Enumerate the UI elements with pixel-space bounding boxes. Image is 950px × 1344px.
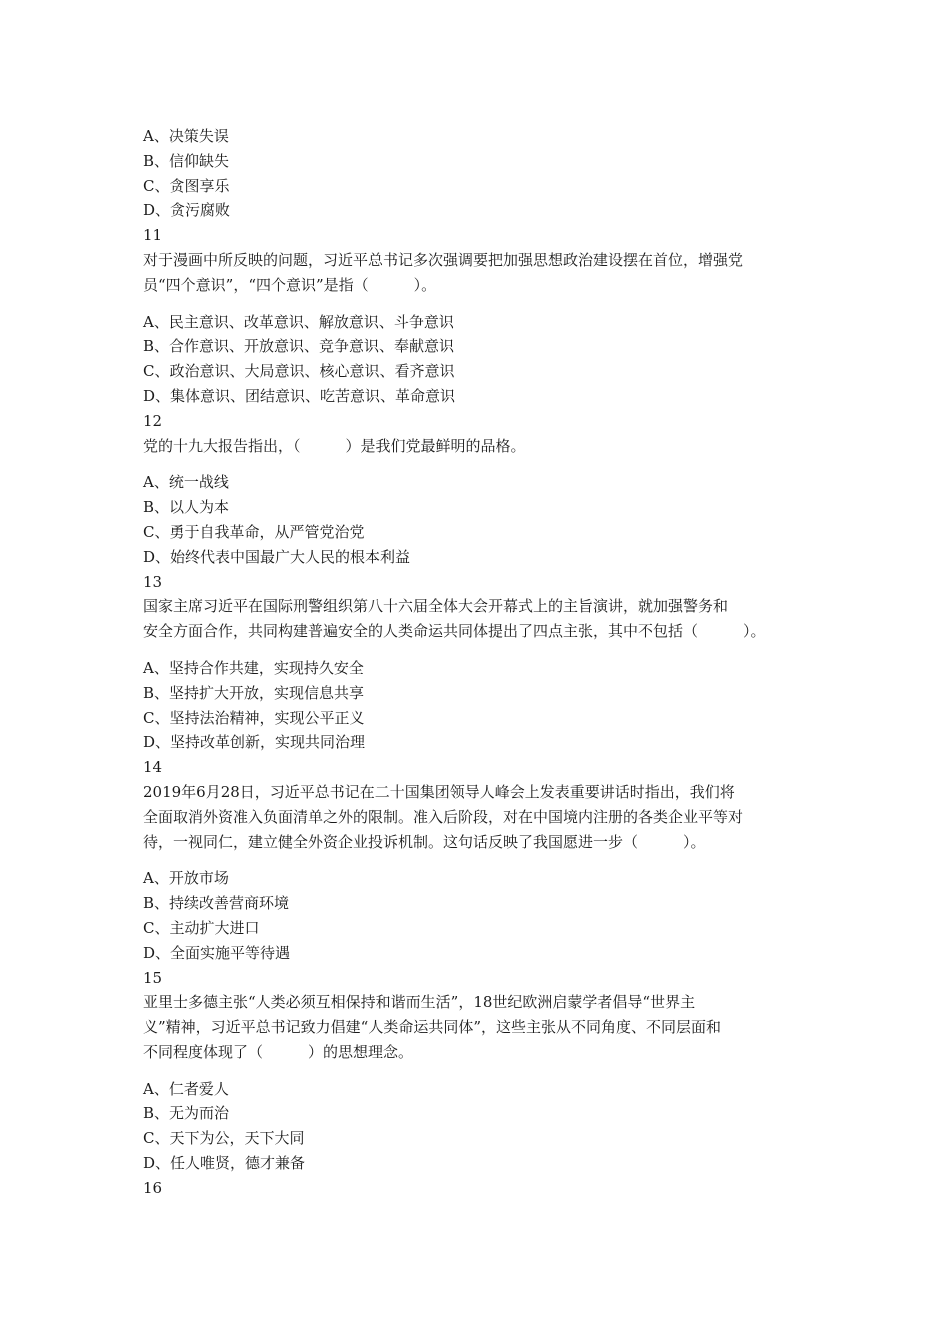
stem-line: 2019年6月28日，习近平总书记在二十国集团领导人峰会上发表重要讲话时指出，我们将 — [143, 782, 735, 801]
question-block-11 — [143, 223, 823, 409]
question-stem — [143, 434, 823, 459]
option-d: D、贪污腐败 — [143, 201, 231, 220]
option-a: A、决策失误 — [143, 127, 229, 145]
option-d: D、坚持改革创新，实现共同治理 — [143, 733, 366, 752]
question-block-15 — [143, 966, 823, 1176]
question-number: 12 — [143, 411, 163, 430]
question-number: 16 — [143, 1178, 163, 1197]
option-b: B、信仰缺失 — [143, 151, 230, 170]
option-c: C、坚持法治精神，实现公平正义 — [143, 708, 365, 727]
option-a: A、仁者爱人 — [143, 1079, 229, 1098]
option-a: A、开放市场 — [143, 869, 229, 888]
stem-line: 全面取消外资准入负面清单之外的限制。准入后阶段，对在中国境内注册的各类企业平等对 — [143, 807, 744, 826]
stem-line: 对于漫画中所反映的问题，习近平总书记多次强调要把加强思想政治建设摆在首位，增强党 — [143, 250, 744, 269]
option-d: D、任人唯贤，德才兼备 — [143, 1154, 306, 1173]
stem-line: 待，一视同仁，建立健全外资企业投诉机制。这句话反映了我国愿进一步（ ）。 — [143, 832, 706, 851]
option-a: A、统一战线 — [143, 473, 229, 492]
question-stem — [143, 990, 823, 1064]
option-b: B、无为而治 — [143, 1104, 230, 1123]
question-block-prev — [143, 124, 823, 223]
question-number: 13 — [143, 572, 163, 591]
stem-line: 国家主席习近平在国际刑警组织第八十六届全体大会开幕式上的主旨演讲，就加强警务和 — [143, 597, 729, 616]
question-number: 11 — [143, 226, 163, 245]
option-d: D、始终代表中国最广大人民的根本利益 — [143, 547, 411, 566]
option-b: B、持续改善营商环境 — [143, 894, 290, 913]
option-b: B、合作意识、开放意识、竞争意识、奉献意识 — [143, 337, 455, 356]
option-b: B、以人为本 — [143, 498, 230, 517]
option-c: C、天下为公，天下大同 — [143, 1129, 305, 1148]
option-d: D、集体意识、团结意识、吃苦意识、革命意识 — [143, 386, 456, 405]
question-block-16 — [143, 1176, 823, 1201]
stem-line: 安全方面合作，共同构建普遍安全的人类命运共同体提出了四点主张，其中不包括（ ）。 — [143, 622, 766, 641]
question-block-13 — [143, 570, 823, 756]
option-c: C、主动扩大进口 — [143, 918, 260, 937]
option-c: C、贪图享乐 — [143, 176, 230, 195]
question-stem — [143, 780, 823, 854]
question-block-14 — [143, 755, 823, 965]
option-a: A、坚持合作共建，实现持久安全 — [143, 658, 364, 677]
question-stem — [143, 248, 823, 298]
option-c: C、政治意识、大局意识、核心意识、看齐意识 — [143, 362, 455, 381]
question-block-12 — [143, 409, 823, 570]
stem-line: 党的十九大报告指出，（ ）是我们党最鲜明的品格。 — [143, 436, 526, 455]
question-stem — [143, 594, 823, 644]
option-a: A、民主意识、改革意识、解放意识、斗争意识 — [143, 312, 454, 331]
stem-line: 员“四个意识”，“四个意识”是指（ ）。 — [143, 275, 437, 294]
question-column — [143, 124, 823, 1201]
option-b: B、坚持扩大开放，实现信息共享 — [143, 683, 365, 702]
option-d: D、全面实施平等待遇 — [143, 943, 291, 962]
question-number: 15 — [143, 968, 163, 987]
question-number: 14 — [143, 758, 163, 777]
option-c: C、勇于自我革命，从严管党治党 — [143, 522, 365, 541]
stem-line: 不同程度体现了（ ）的思想理念。 — [143, 1042, 414, 1061]
stem-line: 义”精神，习近平总书记致力倡建“人类命运共同体”，这些主张从不同角度、不同层面和 — [143, 1018, 722, 1037]
stem-line: 亚里士多德主张“人类必须互相保持和谐而生活”，18世纪欧洲启蒙学者倡导“世界主 — [143, 993, 696, 1012]
